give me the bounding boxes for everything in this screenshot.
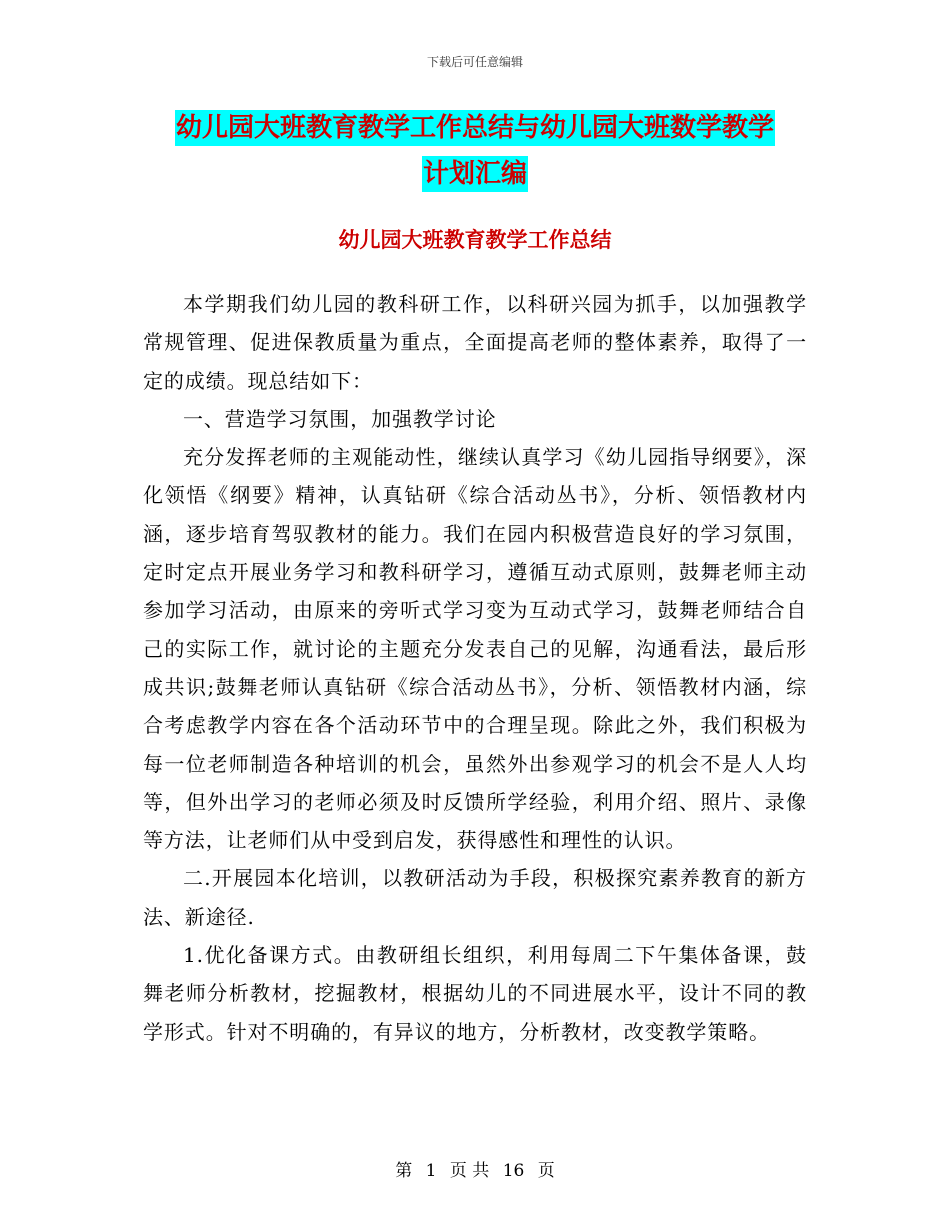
paragraph-heading-1: 一、营造学习氛围，加强教学讨论 — [183, 406, 497, 431]
paragraph-lesson-preparation: 1.优化备课方式。由教研组长组织，利用每周二下午集体备课，鼓舞老师分析教材，挖掘教材，根据幼儿的不同进展水平，设计不同的教学形式。针对不明确的，有异议的地方，分析教材，改变教学策略。 — [143, 943, 807, 1044]
paragraph-intro: 本学期我们幼儿园的教科研工作，以科研兴园为抓手，以加强教学常规管理、促进保教质量为重点，全面提高老师的整体素养，取得了一定的成绩。现总结如下： — [143, 292, 807, 393]
paragraph-study-atmosphere: 充分发挥老师的主观能动性，继续认真学习《幼儿园指导纲要》，深化领悟《纲要》精神，认真钻研《综合活动丛书》，分析、领悟教材内涵，逐步培育驾驭教材的能力。我们在园内积极营造良好的学习氛围，定时定点开展业务学习和教科研学习，遵循互动式原则，鼓舞老师主动参加学习活动，由原来的旁听式学习变为互动式学习，鼓舞老师结合自己的实际工作，就讨论的主题充分发表自己的见解，沟通看法，最后形成共识;鼓舞老师认真钻研《综合活动丛书》，分析、领悟教材内涵，综合考虑教学内容在各个活动环节中的合理呈现。除此之外，我们积极为每一位老师制造各种培训的机会，虽然外出参观学习的机会不是人人均等，但外出学习的老师必须及时反馈所学经验，利用介绍、照片、录像等方法，让老师们从中受到启发，获得感性和理性的认识。 — [143, 445, 807, 853]
footer-current-page: 1 — [425, 1161, 437, 1181]
document-body — [143, 285, 807, 1051]
document-title-line-1 — [150, 115, 800, 141]
footer-suffix: 页 — [537, 1161, 555, 1181]
footer-total-pages: 16 — [502, 1161, 525, 1181]
document-title-line-2 — [150, 161, 800, 187]
paragraph-heading-2: 二.开展园本化培训，以教研活动为手段，积极探究素养教育的新方法、新途径. — [143, 866, 807, 929]
footer-prefix: 第 — [395, 1161, 413, 1181]
page-footer — [0, 1156, 950, 1181]
document-title-line-1-text: 幼儿园大班教育教学工作总结与幼儿园大班数学教学 — [175, 110, 775, 146]
footer-middle: 页 共 — [449, 1161, 490, 1181]
section-title: 幼儿园大班教育教学工作总结 — [338, 228, 612, 252]
document-title-line-2-text: 计划汇编 — [422, 156, 528, 192]
page-header-note: 下载后可任意编辑 — [426, 55, 523, 69]
